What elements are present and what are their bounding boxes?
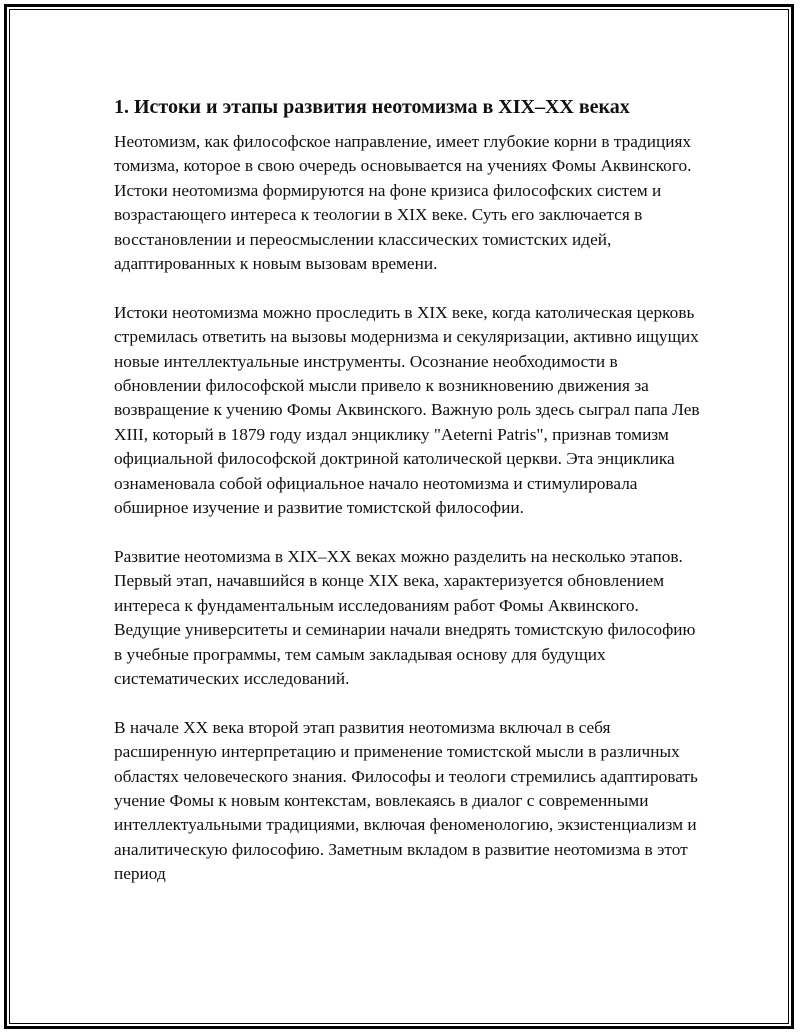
paragraph-3: Развитие неотомизма в XIX–XX веках можно разделить на несколько этапов. Первый этап, начавшийся в конце XIX века, характеризуется обновлением интереса к фундаментальным исследованиям работ Фомы Аквинского. Ведущие университеты и семинарии начали внедрять томистскую философию в учебные программы, тем самым закладывая основу для будущих систематических исследований.: [114, 546, 696, 688]
document-body: [114, 94, 704, 887]
paragraph-2: Истоки неотомизма можно проследить в XIX веке, когда католическая церковь стремилась ответить на вызовы модернизма и секуляризации, активно ищущих новые интеллектуальные инструменты. Осознание необходимости в обновлении философской мысли привело к возникновению движения за возвращение к учению Фомы Аквинского. Важную роль здесь сыграл папа Лев XIII, который в 1879 году издал энциклику "Aeterni Patris", признав томизм официальной философской доктриной католической церкви. Эта энциклика ознаменовала собой официальное начало неотомизма и стимулировала обширное изучение и развитие томистской философии.: [114, 302, 700, 518]
paragraph-1: Неотомизм, как философское направление, имеет глубокие корни в традициях томизма, которое в свою очередь основывается на учениях Фомы Аквинского. Истоки неотомизма формируются на фоне кризиса философских систем и возрастающего интереса к теологии в XIX веке. Суть его заключается в восстановлении и переосмыслении классических томистских идей, адаптированных к новым вызовам времени.: [114, 132, 692, 274]
section-heading: 1. Истоки и этапы развития неотомизма в XIX–XX веках: [114, 96, 630, 118]
paragraph-4: В начале XX века второй этап развития неотомизма включал в себя расширенную интерпретацию и применение томистской мысли в различных областях человеческого знания. Философы и теологи стремились адаптировать учение Фомы к новым контекстам, вовлекаясь в диалог с современными интеллектуальными традициями, включая феноменологию, экзистенциализм и аналитическую философию. Заметным вкладом в развитие неотомизма в этот период: [114, 717, 698, 884]
